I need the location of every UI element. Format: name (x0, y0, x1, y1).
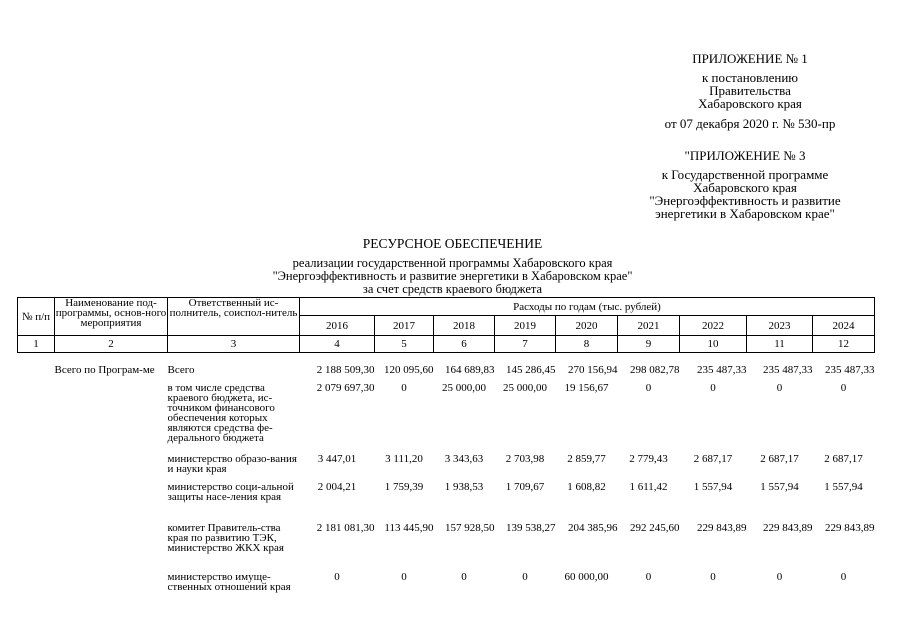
value-cell: 1 608,82 (567, 481, 606, 493)
value-cell: 0 (401, 382, 407, 394)
column-number: 7 (495, 336, 556, 353)
title-line-2: "Энергоэффективность и развитие энергетики в Хабаровском крае" (272, 269, 633, 283)
title-line-3: за счет средств краевого бюджета (362, 282, 543, 296)
year-header: 2023 (747, 316, 813, 336)
value-cell: 235 487,33 (825, 364, 875, 376)
value-cell: 298 082,78 (630, 364, 680, 376)
value-cell: 0 (710, 382, 716, 394)
value-cell: 2 779,43 (629, 453, 668, 465)
column-number: 5 (375, 336, 434, 353)
year-header: 2016 (300, 316, 375, 336)
column-number: 1 (18, 336, 55, 353)
value-cell: 1 938,53 (444, 481, 484, 493)
value-cell: 1 557,94 (824, 481, 863, 493)
col-header-executor: Ответственный ис-полнитель, соиспол-нитель (168, 298, 300, 336)
value-cell: 3 111,20 (385, 453, 423, 465)
appendix-1-label: ПРИЛОЖЕНИЕ № 1 (692, 51, 808, 66)
value-cell: 139 538,27 (506, 522, 556, 534)
year-header: 2018 (434, 316, 495, 336)
value-cell: 0 (461, 571, 467, 583)
executor-cell: комитет Правитель-ства края по развитию ТЭК, министерство ЖКХ края (167, 522, 284, 554)
value-cell: 60 000,00 (564, 571, 609, 583)
value-cell: 0 (776, 382, 783, 394)
value-cell: 157 928,50 (445, 522, 495, 534)
column-number: 2 (55, 336, 168, 353)
program-name-line-2: энергетики в Хабаровском крае" (655, 206, 835, 221)
executor-cell: министерство соци-альной защиты насе-ления края (167, 481, 294, 503)
table-row (18, 365, 875, 383)
value-cell: 2 188 509,30 (316, 364, 375, 376)
value-cell: 1 557,94 (693, 481, 733, 493)
value-cell: 229 843,89 (825, 522, 875, 534)
program-total-label: Всего по Програм-ме (54, 364, 155, 376)
program-name-line-1: "Энергоэффективность и развитие (649, 193, 841, 208)
col-header-no: № п/п (18, 298, 55, 336)
executor-cell: в том числе средства краевого бюджета, ис-точником финансового обеспечения которых являются средства фе-дерального бюджета (167, 382, 275, 444)
year-header: 2024 (813, 316, 875, 336)
value-cell: 2 703,98 (505, 453, 545, 465)
value-cell: 2 079 697,30 (316, 382, 375, 394)
value-cell: 2 687,17 (760, 453, 799, 465)
executor-cell: Всего (167, 364, 195, 376)
value-cell: 25 000,00 (503, 382, 547, 394)
value-cell: 1 709,67 (505, 481, 545, 493)
executor-cell: министерство образо-вания и науки края (167, 453, 297, 475)
value-cell: 0 (710, 571, 716, 583)
column-number: 8 (556, 336, 618, 353)
region: Хабаровского края (698, 96, 802, 111)
column-number: 12 (813, 336, 875, 353)
value-cell: 270 156,94 (568, 364, 618, 376)
value-cell: 25 000,00 (442, 382, 486, 394)
resource-table (17, 297, 875, 608)
value-cell: 19 156,67 (564, 382, 609, 394)
value-cell: 229 843,89 (763, 522, 813, 534)
value-cell: 0 (776, 571, 783, 583)
year-header: 2020 (556, 316, 618, 336)
value-cell: 2 004,21 (317, 481, 357, 493)
value-cell: 0 (840, 571, 847, 583)
region-2: Хабаровского края (693, 180, 797, 195)
title-line-1: реализации государственной программы Хабаровского края (292, 256, 613, 270)
value-cell: 120 095,60 (384, 364, 434, 376)
value-cell: 2 181 081,30 (316, 522, 375, 534)
government: Правительства (709, 83, 791, 98)
value-cell: 0 (840, 382, 847, 394)
value-cell: 235 487,33 (697, 364, 747, 376)
document-title: РЕСУРСНОЕ ОБЕСПЕЧЕНИЕ (362, 236, 543, 251)
year-header: 2021 (618, 316, 680, 336)
year-header: 2022 (680, 316, 747, 336)
value-cell: 164 689,83 (445, 364, 495, 376)
value-cell: 2 859,77 (567, 453, 606, 465)
value-cell: 0 (522, 571, 528, 583)
appendix-3-label: "ПРИЛОЖЕНИЕ № 3 (684, 148, 806, 163)
column-number: 6 (434, 336, 495, 353)
value-cell: 2 687,17 (693, 453, 733, 465)
column-number: 3 (168, 336, 300, 353)
value-cell: 0 (645, 571, 652, 583)
column-number: 4 (300, 336, 375, 353)
value-cell: 3 343,63 (444, 453, 484, 465)
value-cell: 229 843,89 (697, 522, 747, 534)
value-cell: 3 447,01 (317, 453, 357, 465)
year-header: 2019 (495, 316, 556, 336)
value-cell: 113 445,90 (384, 522, 434, 534)
value-cell: 1 759,39 (384, 481, 424, 493)
to-resolution: к постановлению (701, 70, 799, 85)
value-cell: 2 687,17 (824, 453, 863, 465)
to-program: к Государственной программе (661, 167, 829, 182)
value-cell: 204 385,96 (568, 522, 618, 534)
value-cell: 1 611,42 (629, 481, 668, 493)
resolution-date-number: от 07 декабря 2020 г. № 530-пр (664, 116, 836, 131)
year-header: 2017 (375, 316, 434, 336)
value-cell: 0 (645, 382, 652, 394)
value-cell: 0 (401, 571, 407, 583)
col-header-expenses: Расходы по годам (тыс. рублей) (300, 298, 875, 316)
value-cell: 292 245,60 (630, 522, 680, 534)
column-number: 11 (747, 336, 813, 353)
value-cell: 235 487,33 (763, 364, 813, 376)
column-number: 9 (618, 336, 680, 353)
executor-cell: министерство имуще-ственных отношений края (167, 571, 291, 593)
col-header-name: Наименование под-программы, основ-ного мероприятия (55, 298, 168, 336)
value-cell: 145 286,45 (506, 364, 556, 376)
value-cell: 1 557,94 (760, 481, 799, 493)
value-cell: 0 (334, 571, 340, 583)
column-number: 10 (680, 336, 747, 353)
